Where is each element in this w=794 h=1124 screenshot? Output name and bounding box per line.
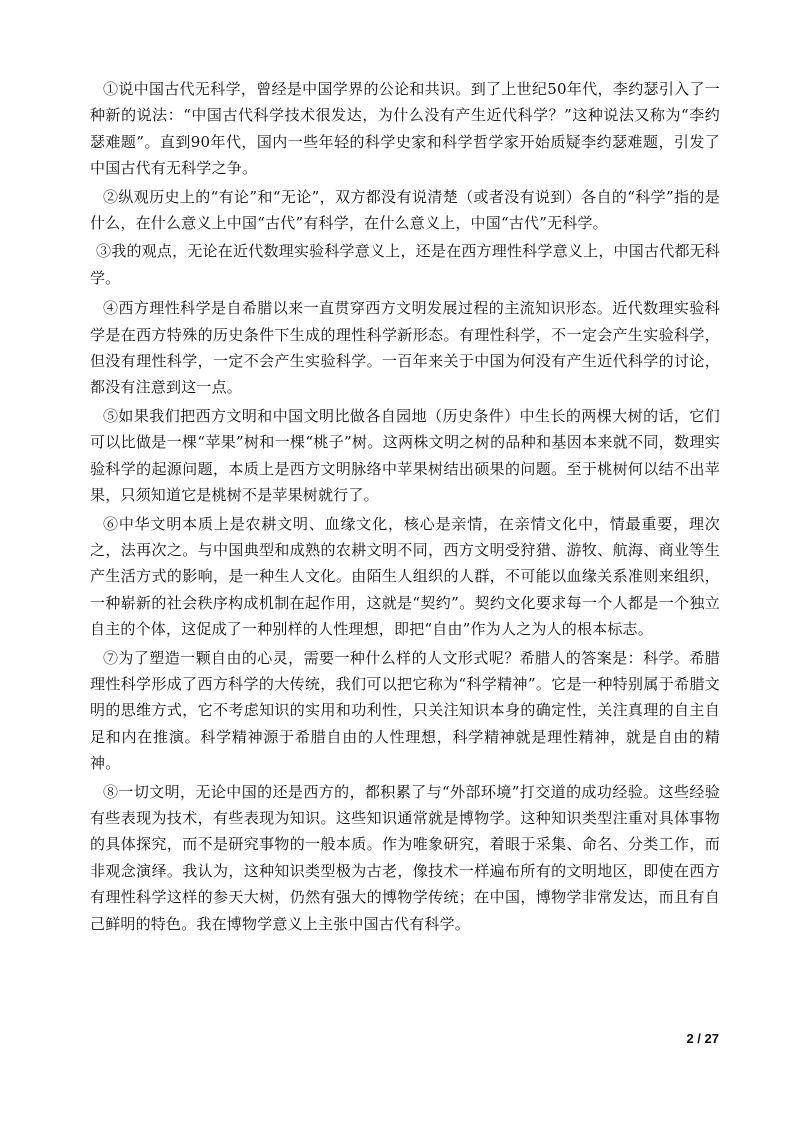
paragraph-8: ⑧一切文明，无论中国的还是西方的，都积累了与“外部环境”打交道的成功经验。这些经验有些表现为技术，有些表现为知识。这些知识通常就是博物学。这种知识类型注重对具体事物的具体探究，而不是研究事物的一般本质。作为唯象研究，着眼于采集、命名、分类工作，而非观念演绎。我认为，这种知识类型极为古老，像技术一样遍布所有的文明地区，即使在西方有理性科学这样的参天大树，仍然有强大的博物学传统；在中国，博物学非常发达，而且有自己鲜明的特色。我在博物学意义上主张中国古代有科学。	[90, 782, 720, 933]
article-body	[90, 76, 720, 939]
paragraph-7: ⑦为了塑造一颗自由的心灵，需要一种什么样的人文形式呢？希腊人的答案是：科学。希腊理性科学形成了西方科学的大传统，我们可以把它称为“科学精神”。它是一种特别属于希腊文明的思维方式，它不考虑知识的实用和功利性，只关注知识本身的确定性，关注真理的自主自足和内在推演。科学精神源于希腊自由的人性理想，科学精神就是理性精神，就是自由的精神。	[90, 648, 720, 773]
paragraph-5: ⑤如果我们把西方文明和中国文明比做各自园地（历史条件）中生长的两棵大树的话，它们可以比做是一棵“苹果”树和一棵“桃子”树。这两株文明之树的品种和基因本来就不同，数理实验科学的起源问题，本质上是西方文明脉络中苹果树结出硕果的问题。至于桃树何以结不出苹果，只须知道它是桃树不是苹果树就行了。	[90, 406, 720, 505]
page-number: 2 / 27	[686, 1031, 719, 1046]
paragraph-1: ①说中国古代无科学，曾经是中国学界的公论和共识。到了上世纪50年代，李约瑟引入了一种新的说法：“中国古代科学技术很发达，为什么没有产生近代科学？”这种说法又称为“李约瑟难题”。直到90年代，国内一些年轻的科学史家和科学哲学家开始质疑李约瑟难题，引发了中国古代有无科学之争。	[90, 80, 720, 178]
paragraph-3: ③我的观点，无论在近代数理实验科学意义上，还是在西方理性科学意义上，中国古代都无科学。	[90, 242, 720, 287]
paragraph-6: ⑥中华文明本质上是农耕文明、血缘文化，核心是亲情，在亲情文化中，情最重要，理次之，法再次之。与中国典型和成熟的农耕文明不同，西方文明受狩猎、游牧、航海、商业等生产生活方式的影响，是一种生人文化。由陌生人组织的人群，不可能以血缘关系准则来组织，一种崭新的社会秩序构成机制在起作用，这就是“契约”。契约文化要求每一个人都是一个独立自主的个体，这促成了一种别样的人性理想，即把“自由”作为人之为人的根本标志。	[90, 514, 720, 639]
paragraph-4: ④西方理性科学是自希腊以来一直贯穿西方文明发展过程的主流知识形态。近代数理实验科学是在西方特殊的历史条件下生成的理性科学新形态。有理性科学，不一定会产生实验科学，但没有理性科学，一定不会产生实验科学。一百年来关于中国为何没有产生近代科学的讨论，都没有注意到这一点。	[90, 299, 720, 397]
paragraph-2: ②纵观历史上的“有论”和“无论”，双方都没有说清楚（或者没有说到）各自的“科学”指的是什么，在什么意义上中国“古代”有科学，在什么意义上，中国“古代”无科学。	[90, 187, 720, 233]
